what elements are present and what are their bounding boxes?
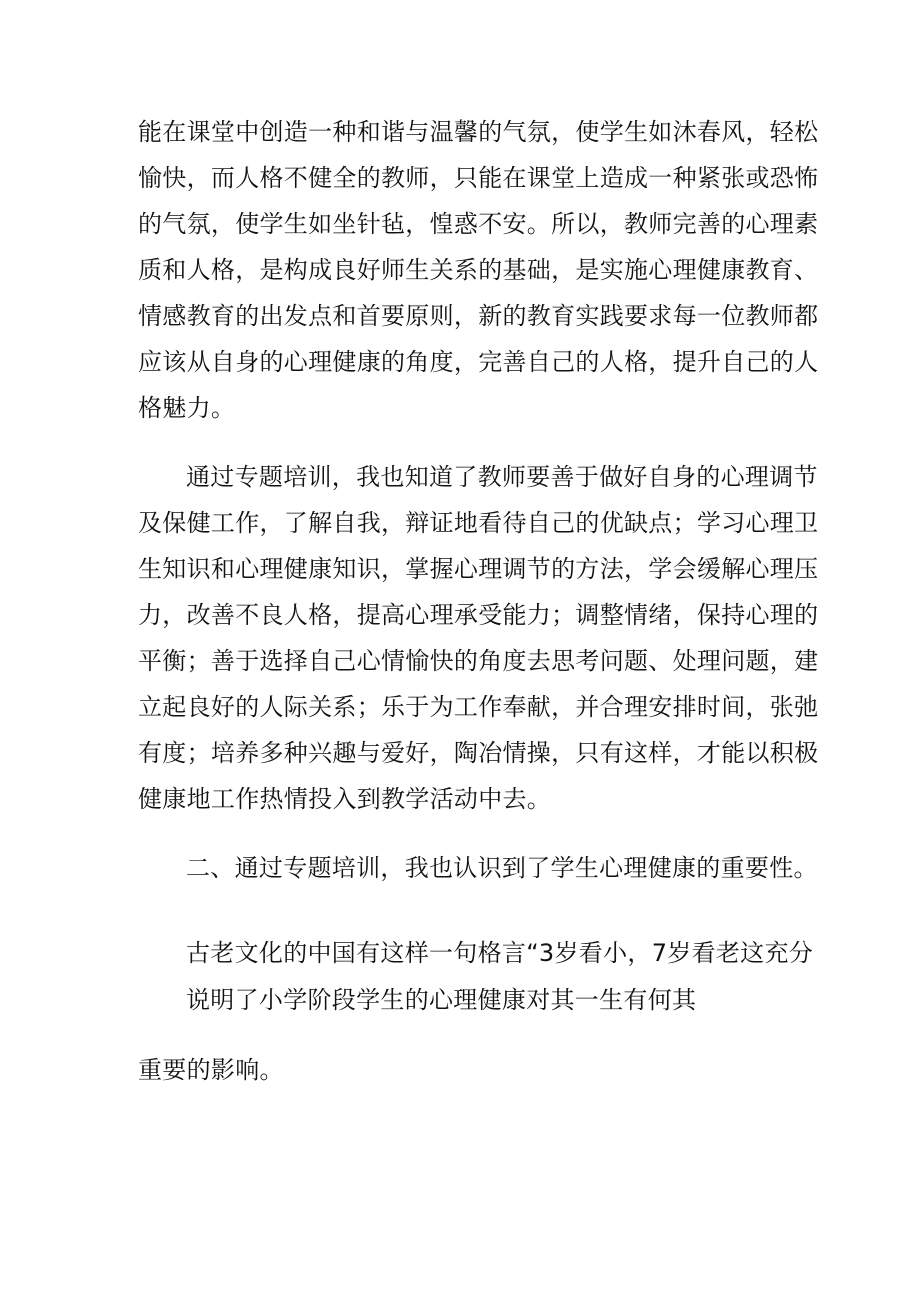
- paragraph-1-line-6: 应该从自身的心理健康的角度，完善自己的人格，提升自己的人: [138, 348, 819, 376]
- paragraph-1-line-2: 愉快，而人格不健全的教师，只能在课堂上造成一种紧张或恐怖: [138, 164, 819, 192]
- paragraph-1-line-4: 质和人格，是构成良好师生关系的基础，是实施心理健康教育、: [138, 256, 819, 284]
- paragraph-2-line-2: 及保健工作，了解自我，辩证地看待自己的优缺点；学习心理卫: [138, 509, 819, 537]
- paragraph-2-line-1: 通过专题培训，我也知道了教师要善于做好自身的心理调节: [186, 463, 818, 491]
- paragraph-2-line-5: 平衡；善于选择自己心情愉快的角度去思考问题、处理问题，建: [138, 647, 819, 675]
- paragraph-3-line-2: 说明了小学阶段学生的心理健康对其一生有何其: [186, 986, 697, 1014]
- paragraph-2-line-3: 生知识和心理健康知识，掌握心理调节的方法，学会缓解心理压: [138, 555, 819, 583]
- paragraph-2-line-7: 有度；培养多种兴趣与爱好，陶冶情操，只有这样，才能以积极: [138, 739, 819, 767]
- section-heading: 二、通过专题培训，我也认识到了学生心理健康的重要性。: [186, 854, 818, 882]
- paragraph-1-line-3: 的气氛，使学生如坐针毡，惶惑不安。所以，教师完善的心理素: [138, 210, 819, 238]
- paragraph-2-line-8: 健康地工作热情投入到教学活动中去。: [138, 785, 552, 813]
- paragraph-1-line-7: 格魅力。: [138, 394, 236, 422]
- paragraph-3-line-3: 重要的影响。: [138, 1056, 284, 1084]
- paragraph-3-line-1: 古老文化的中国有这样一句格言“3岁看小，7岁看老这充分: [186, 939, 814, 967]
- paragraph-2-line-4: 力，改善不良人格，提高心理承受能力；调整情绪，保持心理的: [138, 601, 819, 629]
- paragraph-1-line-1: 能在课堂中创造一种和谐与温馨的气氛，使学生如沐春风，轻松: [138, 118, 819, 146]
- paragraph-2-line-6: 立起良好的人际关系；乐于为工作奉献，并合理安排时间，张弛: [138, 693, 819, 721]
- paragraph-1-line-5: 情感教育的出发点和首要原则，新的教育实践要求每一位教师都: [138, 302, 819, 330]
